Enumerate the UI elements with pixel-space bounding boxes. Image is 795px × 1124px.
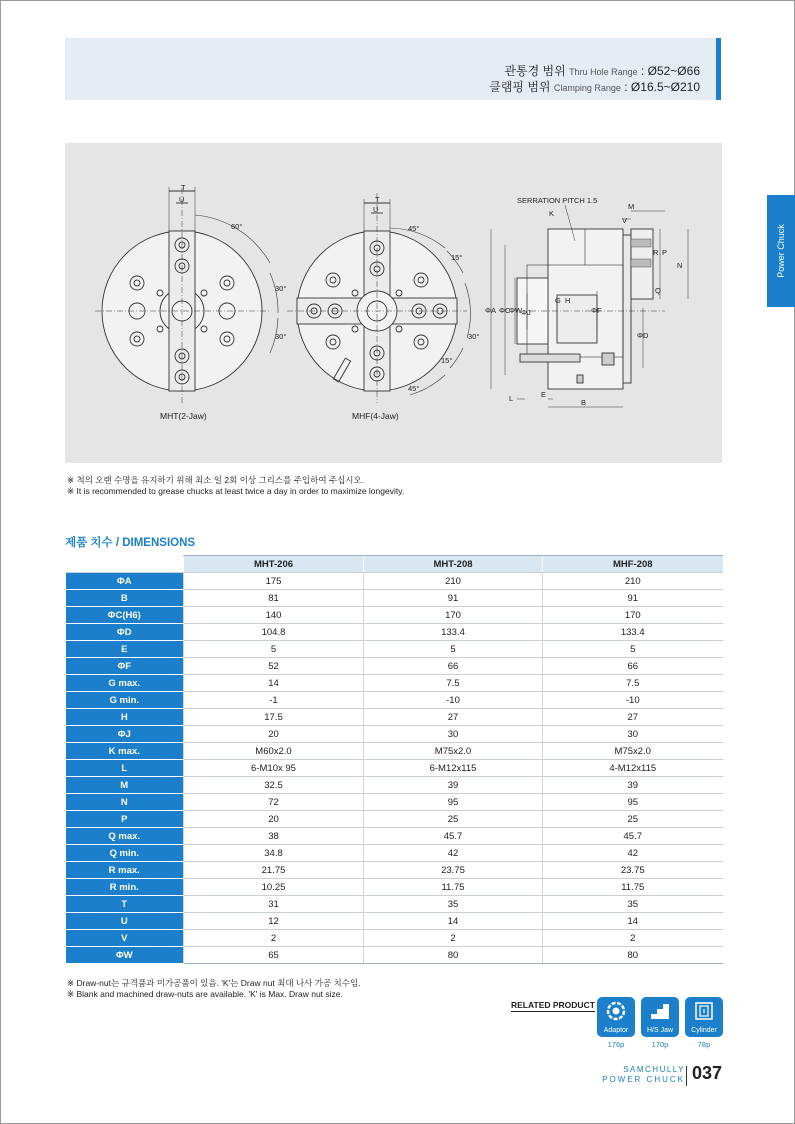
row-label: N bbox=[66, 794, 184, 811]
table-cell: M75x2.0 bbox=[543, 743, 723, 760]
row-label: V bbox=[66, 930, 184, 947]
table-cell: 11.75 bbox=[543, 879, 723, 896]
related-cylinder[interactable]: Cylinder 78p bbox=[685, 997, 723, 1049]
table-cell: 175 bbox=[184, 573, 364, 590]
label-H: H bbox=[565, 296, 571, 305]
label-phiJ: ΦJ bbox=[521, 308, 531, 317]
note-drawnut-en: ※ Blank and machined draw-nuts are available. 'K' is Max. Draw nut size. bbox=[67, 989, 343, 999]
table-row bbox=[66, 760, 723, 777]
note-grease-en: ※ It is recommended to grease chucks at least twice a day in order to maximize longevity. bbox=[67, 486, 405, 496]
label-P: P bbox=[662, 248, 668, 257]
table-row bbox=[66, 692, 723, 709]
label-angle-30a: 30° bbox=[275, 284, 287, 293]
label-angle-15b: 15° bbox=[441, 356, 453, 365]
chuck-drawing-svg bbox=[65, 143, 722, 463]
table-cell: 38 bbox=[184, 828, 364, 845]
table-cell: 7.5 bbox=[543, 675, 723, 692]
adaptor-icon bbox=[606, 1001, 626, 1021]
label-phiC: ΦC bbox=[499, 306, 511, 315]
related-product-label: RELATED PRODUCT bbox=[511, 1000, 595, 1010]
table-cell: 21.75 bbox=[184, 862, 364, 879]
table-row bbox=[66, 573, 723, 590]
row-label: R min. bbox=[66, 879, 184, 896]
caption-mht: MHT(2-Jaw) bbox=[160, 411, 207, 421]
table-header-row bbox=[66, 556, 723, 573]
row-label: R max. bbox=[66, 862, 184, 879]
table-cell: 95 bbox=[543, 794, 723, 811]
table-cell: 80 bbox=[543, 947, 723, 964]
technical-drawing bbox=[65, 143, 722, 463]
row-label: P bbox=[66, 811, 184, 828]
table-cell: 25 bbox=[543, 811, 723, 828]
table-cell: 5 bbox=[184, 641, 364, 658]
mht-front-view bbox=[95, 187, 278, 403]
related-hs-jaw[interactable]: H/S Jaw 170p bbox=[641, 997, 679, 1049]
row-label: B bbox=[66, 590, 184, 607]
table-cell: 80 bbox=[364, 947, 543, 964]
caption-mhf: MHF(4-Jaw) bbox=[352, 411, 399, 421]
table-cell: 27 bbox=[543, 709, 723, 726]
row-label: Q max. bbox=[66, 828, 184, 845]
label-G: G bbox=[555, 296, 561, 305]
table-cell: 23.75 bbox=[364, 862, 543, 879]
thru-hole-range: 관통경 범위 Thru Hole Range : Ø52~Ø66 bbox=[504, 64, 700, 78]
table-cell: 42 bbox=[364, 845, 543, 862]
label-Q: Q bbox=[655, 286, 661, 295]
table-row bbox=[66, 726, 723, 743]
related-adaptor[interactable]: Adaptor 176p bbox=[597, 997, 635, 1049]
label-phiW: ΦW bbox=[509, 306, 523, 315]
clamping-range: 클램핑 범위 Clamping Range : Ø16.5~Ø210 bbox=[489, 80, 700, 94]
table-cell: 170 bbox=[364, 607, 543, 624]
table-cell: 39 bbox=[364, 777, 543, 794]
table-cell: 91 bbox=[364, 590, 543, 607]
table-cell: -10 bbox=[543, 692, 723, 709]
label-V: V bbox=[622, 216, 628, 225]
table-cell: 140 bbox=[184, 607, 364, 624]
table-cell: 65 bbox=[184, 947, 364, 964]
dimensions-title: 제품 치수 / DIMENSIONS bbox=[65, 537, 196, 549]
table-row bbox=[66, 896, 723, 913]
table-cell: M75x2.0 bbox=[364, 743, 543, 760]
row-label: H bbox=[66, 709, 184, 726]
table-cell: 20 bbox=[184, 811, 364, 828]
row-label: L bbox=[66, 760, 184, 777]
col-header: MHF-208 bbox=[543, 556, 723, 573]
row-label: ΦA bbox=[66, 573, 184, 590]
table-cell: 25 bbox=[364, 811, 543, 828]
table-cell: 23.75 bbox=[543, 862, 723, 879]
table-row bbox=[66, 930, 723, 947]
label-B: B bbox=[581, 398, 587, 407]
table-cell: 133.4 bbox=[543, 624, 723, 641]
row-label: ΦJ bbox=[66, 726, 184, 743]
mhf-front-view bbox=[287, 193, 470, 403]
table-row bbox=[66, 607, 723, 624]
stairs-icon bbox=[650, 1001, 670, 1021]
table-cell: 11.75 bbox=[364, 879, 543, 896]
table-cell: -1 bbox=[184, 692, 364, 709]
table-cell: 104.8 bbox=[184, 624, 364, 641]
table-row bbox=[66, 913, 723, 930]
table-row bbox=[66, 777, 723, 794]
table-row bbox=[66, 743, 723, 760]
table-cell: 81 bbox=[184, 590, 364, 607]
table-cell: 35 bbox=[543, 896, 723, 913]
table-cell: 2 bbox=[184, 930, 364, 947]
col-header: MHT-208 bbox=[364, 556, 543, 573]
table-cell: 6-M10x 95 bbox=[184, 760, 364, 777]
table-cell: 12 bbox=[184, 913, 364, 930]
table-row bbox=[66, 947, 723, 964]
table-row bbox=[66, 879, 723, 896]
table-cell: 14 bbox=[364, 913, 543, 930]
table-cell: 10.25 bbox=[184, 879, 364, 896]
row-label: E bbox=[66, 641, 184, 658]
table-cell: 5 bbox=[543, 641, 723, 658]
label-serration: SERRATION PITCH 1.5 bbox=[517, 196, 598, 205]
table-cell: 7.5 bbox=[364, 675, 543, 692]
label-U: U bbox=[179, 195, 185, 204]
brand-logo: SAMCHULLY POWER CHUCK bbox=[602, 1065, 685, 1084]
table-cell: 4-M12x115 bbox=[543, 760, 723, 777]
table-cell: 210 bbox=[543, 573, 723, 590]
label-angle-30b: 30° bbox=[275, 332, 287, 341]
row-label: G max. bbox=[66, 675, 184, 692]
label-N: N bbox=[677, 261, 683, 270]
label-angle-45b: 45° bbox=[408, 384, 420, 393]
table-cell: 133.4 bbox=[364, 624, 543, 641]
side-tab-power-chuck[interactable]: Power Chuck bbox=[767, 195, 795, 307]
table-row bbox=[66, 828, 723, 845]
table-cell: 27 bbox=[364, 709, 543, 726]
label-K: K bbox=[549, 209, 555, 218]
row-label: ΦC(H6) bbox=[66, 607, 184, 624]
table-cell: 14 bbox=[543, 913, 723, 930]
table-cell: 31 bbox=[184, 896, 364, 913]
table-cell: 91 bbox=[543, 590, 723, 607]
table-cell: 5 bbox=[364, 641, 543, 658]
label-U-mhf: U bbox=[373, 205, 379, 214]
row-label: G min. bbox=[66, 692, 184, 709]
label-angle-15a: 15° bbox=[451, 253, 463, 262]
table-cell: 2 bbox=[364, 930, 543, 947]
label-angle-45a: 45° bbox=[408, 224, 420, 233]
table-cell: 34.8 bbox=[184, 845, 364, 862]
table-row bbox=[66, 811, 723, 828]
table-cell: 20 bbox=[184, 726, 364, 743]
table-cell: 2 bbox=[543, 930, 723, 947]
note-drawnut-kr: ※ Draw-nut는 규격품과 미가공품이 있음. 'K'는 Draw nut 최대 나사 가공 치수임. bbox=[67, 978, 361, 988]
label-L: L bbox=[509, 394, 514, 403]
table-cell: 210 bbox=[364, 573, 543, 590]
label-angle-30c: 30° bbox=[468, 332, 480, 341]
table-cell: 17.5 bbox=[184, 709, 364, 726]
table-cell: 95 bbox=[364, 794, 543, 811]
label-T-mhf: T bbox=[375, 195, 380, 204]
table-cell: M60x2.0 bbox=[184, 743, 364, 760]
table-row bbox=[66, 675, 723, 692]
row-label: U bbox=[66, 913, 184, 930]
table-cell: 6-M12x115 bbox=[364, 760, 543, 777]
page-number: 037 bbox=[692, 1063, 723, 1083]
label-T: T bbox=[181, 183, 186, 192]
table-cell: 45.7 bbox=[543, 828, 723, 845]
label-angle-60: 60° bbox=[231, 222, 243, 231]
label-E: E bbox=[541, 390, 547, 399]
label-M: M bbox=[628, 202, 635, 211]
label-phiD: ΦD bbox=[637, 331, 649, 340]
table-cell: 35 bbox=[364, 896, 543, 913]
table-row bbox=[66, 624, 723, 641]
row-label: Q min. bbox=[66, 845, 184, 862]
dimensions-table bbox=[65, 555, 723, 964]
cylinder-icon bbox=[694, 1001, 714, 1021]
table-cell: 170 bbox=[543, 607, 723, 624]
table-row bbox=[66, 845, 723, 862]
table-row bbox=[66, 641, 723, 658]
row-label: K max. bbox=[66, 743, 184, 760]
table-cell: 66 bbox=[543, 658, 723, 675]
col-header: MHT-206 bbox=[184, 556, 364, 573]
table-corner bbox=[66, 556, 184, 573]
table-cell: -10 bbox=[364, 692, 543, 709]
table-cell: 72 bbox=[184, 794, 364, 811]
page-separator bbox=[686, 1066, 687, 1086]
label-phiA: ΦA bbox=[485, 306, 496, 315]
label-phiF: ΦF bbox=[591, 306, 602, 315]
table-cell: 52 bbox=[184, 658, 364, 675]
table-row bbox=[66, 590, 723, 607]
table-cell: 45.7 bbox=[364, 828, 543, 845]
range-header bbox=[65, 38, 721, 100]
row-label: T bbox=[66, 896, 184, 913]
table-cell: 14 bbox=[184, 675, 364, 692]
row-label: M bbox=[66, 777, 184, 794]
table-cell: 39 bbox=[543, 777, 723, 794]
table-row bbox=[66, 862, 723, 879]
table-row bbox=[66, 794, 723, 811]
row-label: ΦF bbox=[66, 658, 184, 675]
table-cell: 42 bbox=[543, 845, 723, 862]
label-R: R bbox=[653, 248, 659, 257]
table-cell: 32.5 bbox=[184, 777, 364, 794]
row-label: ΦD bbox=[66, 624, 184, 641]
table-cell: 66 bbox=[364, 658, 543, 675]
row-label: ΦW bbox=[66, 947, 184, 964]
table-row bbox=[66, 658, 723, 675]
table-row bbox=[66, 709, 723, 726]
table-cell: 30 bbox=[364, 726, 543, 743]
note-grease-kr: ※ 척의 오랜 수명을 유지하기 위해 최소 일 2회 이상 그리스를 주입하여 주십시오. bbox=[67, 475, 365, 485]
table-cell: 30 bbox=[543, 726, 723, 743]
